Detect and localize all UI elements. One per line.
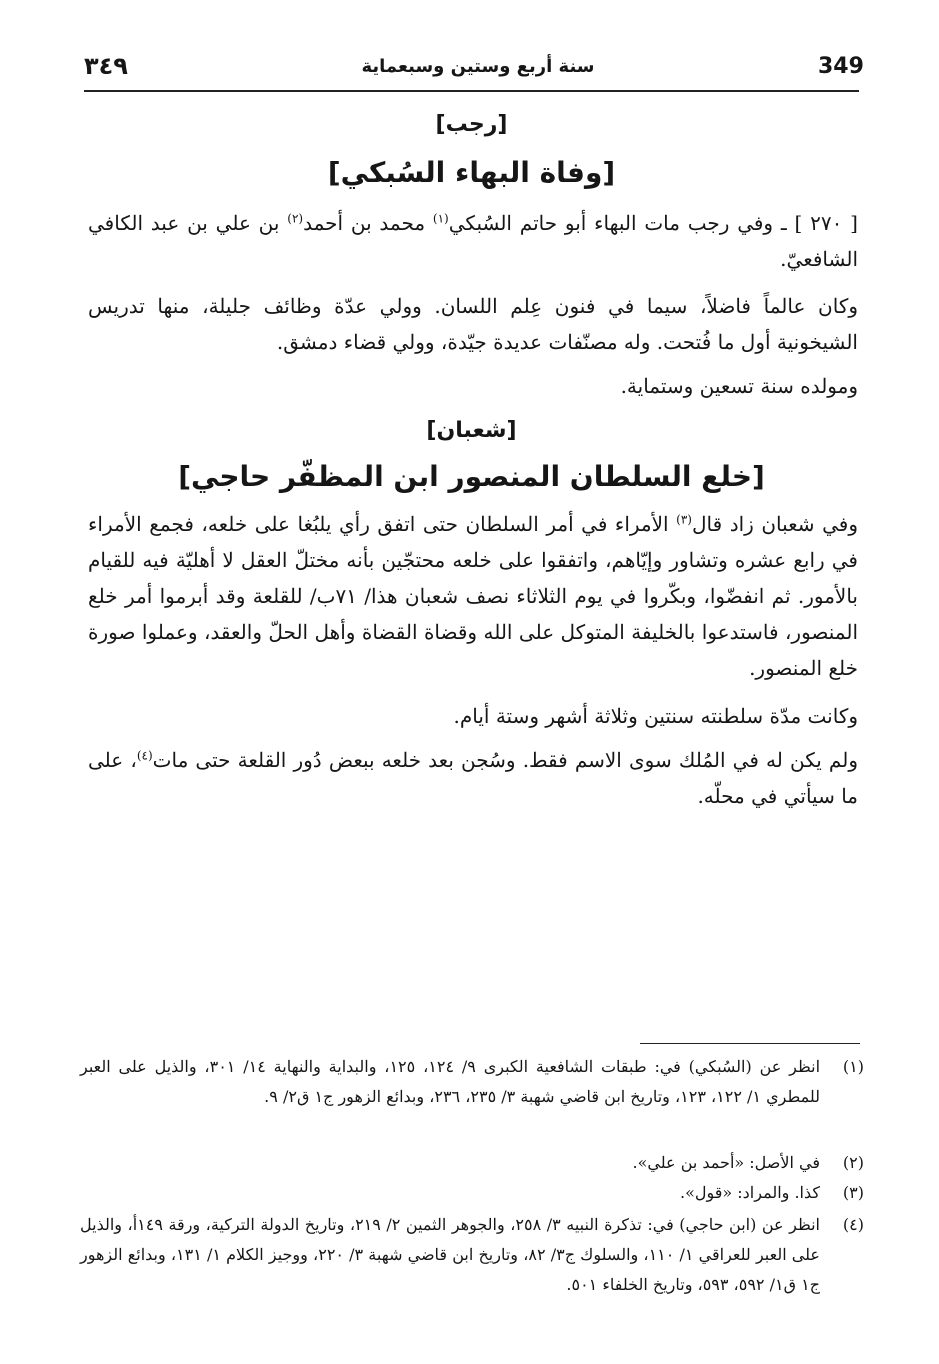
footnote-rule — [640, 1043, 860, 1044]
running-title: سنة أربع وستين وسبعماية — [361, 56, 595, 77]
paragraph-subki-scholar: وكان عالماً فاضلاً، سيما في فنون عِلم اللسان. وولي عدّة وظائف جليلة، منها تدريس الشيخونية أول ما فُتحت. وله مصنّفات عديدة جيّدة، وولي قضاء دمشق. — [88, 294, 858, 354]
running-header — [78, 50, 868, 90]
section-title-death-subki: [وفاة البهاء السُبكي] — [327, 156, 616, 189]
paragraph-reign-length: وكانت مدّة سلطنته سنتين وثلاثة أشهر وستة أيام. — [453, 704, 858, 728]
footnote-text: انظر عن (ابن حاجي) في: تذكرة النبيه ٣/ ٢٥٨، والجوهر الثمين ٢/ ٢١٩، وتاريخ الدولة التركية، ورقة ١٤٩أ، والذيل على العبر للعراقي ١/ ١١٠، والسلوك ج٣/ ٨٢، وتاريخ ابن قاضي شهبة ٣/ ٢٢٠، ووجيز الكلام ١/ ١٣١، وبدائع الزهور ج١ ق١/ ٥٩٢، ٥٩٣، وتاريخ الخلفاء ٥٠١. — [80, 1215, 820, 1294]
entry-text-a: ـ وفي رجب مات البهاء أبو حاتم السُبكي — [448, 211, 787, 235]
paragraph-subki-birth: ومولده سنة تسعين وستماية. — [620, 374, 858, 398]
footnote-number: (٢) — [842, 1153, 864, 1172]
footnote-ref-4[interactable]: (٤) — [136, 748, 153, 763]
deposition-text-a: وفي شعبان زاد قال — [691, 512, 858, 536]
entry-text-b: محمد بن أحمد — [303, 211, 433, 235]
page-number-arabic: ٣٤٩ — [84, 52, 128, 80]
footnote-2 — [80, 1148, 864, 1178]
entry-text-c: بن علي بن عبد الكافي الشافعيّ. — [88, 211, 858, 271]
footnote-1 — [80, 1052, 864, 1112]
page-number-latin: 349 — [818, 54, 864, 79]
imprisonment-text-a: ولم يكن له في المُلك سوى الاسم فقط. وسُجن بعد خلعه ببعض دُور القلعة حتى مات — [152, 748, 858, 772]
footnote-text: انظر عن (السُبكي) في: طبقات الشافعية الكبرى ٩/ ١٢٤، ١٢٥، والبداية والنهاية ١٤/ ٣٠١، والذيل على العبر للمطري ١/ ١٢٢، ١٢٣، وتاريخ ابن قاضي شهبة ٣/ ٢٣٥، ٢٣٦، وبدائع الزهور ج١ ق٢/ ٩. — [80, 1057, 821, 1106]
section-month-shaban: [شعبان] — [426, 418, 517, 443]
footnote-ref-2[interactable]: (٢) — [287, 211, 304, 226]
footnote-ref-3[interactable]: (٣) — [676, 512, 692, 527]
paragraph-imprisonment — [88, 742, 858, 814]
footnote-number: (١) — [842, 1057, 864, 1076]
section-title-deposition: [خلع السلطان المنصور ابن المظفّر حاجي] — [178, 460, 765, 493]
footnote-3 — [80, 1178, 864, 1208]
footnote-number: (٣) — [842, 1183, 864, 1202]
section-month-rajab: [رجب] — [435, 112, 508, 137]
footnote-text: في الأصل: «أحمد بن علي». — [632, 1153, 820, 1172]
deposition-text-b: الأمراء في أمر السلطان حتى اتفق رأي يلبُغا على خلعه، فجمع الأمراء في رابع عشره وتشاور وإيّاهم، واتفقوا على خلعه محتجّين بأنه مختلّ العقل لا أهليّة فيه للقيام بالأمور. ثم انفضّوا، وبكّروا في يوم الثلاثاء نصف شعبان هذا/ ٧١ب/ للقلعة وقد أبرموا أمر خلع المنصور، فاستدعوا بالخليفة المتوكل على الله وقضاة القضاة وأهل الحلّ والعقد، وعملوا صورة خلع المنصور. — [88, 512, 858, 680]
footnote-text: كذا. والمراد: «قول». — [679, 1183, 820, 1202]
header-rule — [84, 90, 859, 92]
footnote-number: (٤) — [842, 1215, 864, 1234]
entry-number: [ ٢٧٠ ] — [794, 211, 858, 235]
footnote-ref-1[interactable]: (١) — [432, 211, 449, 226]
paragraph-deposition — [88, 506, 858, 686]
footnote-4 — [80, 1210, 864, 1300]
entry-270-paragraph — [88, 205, 858, 277]
imprisonment-text-b: ، على ما سيأتي في محلّه. — [88, 748, 858, 808]
